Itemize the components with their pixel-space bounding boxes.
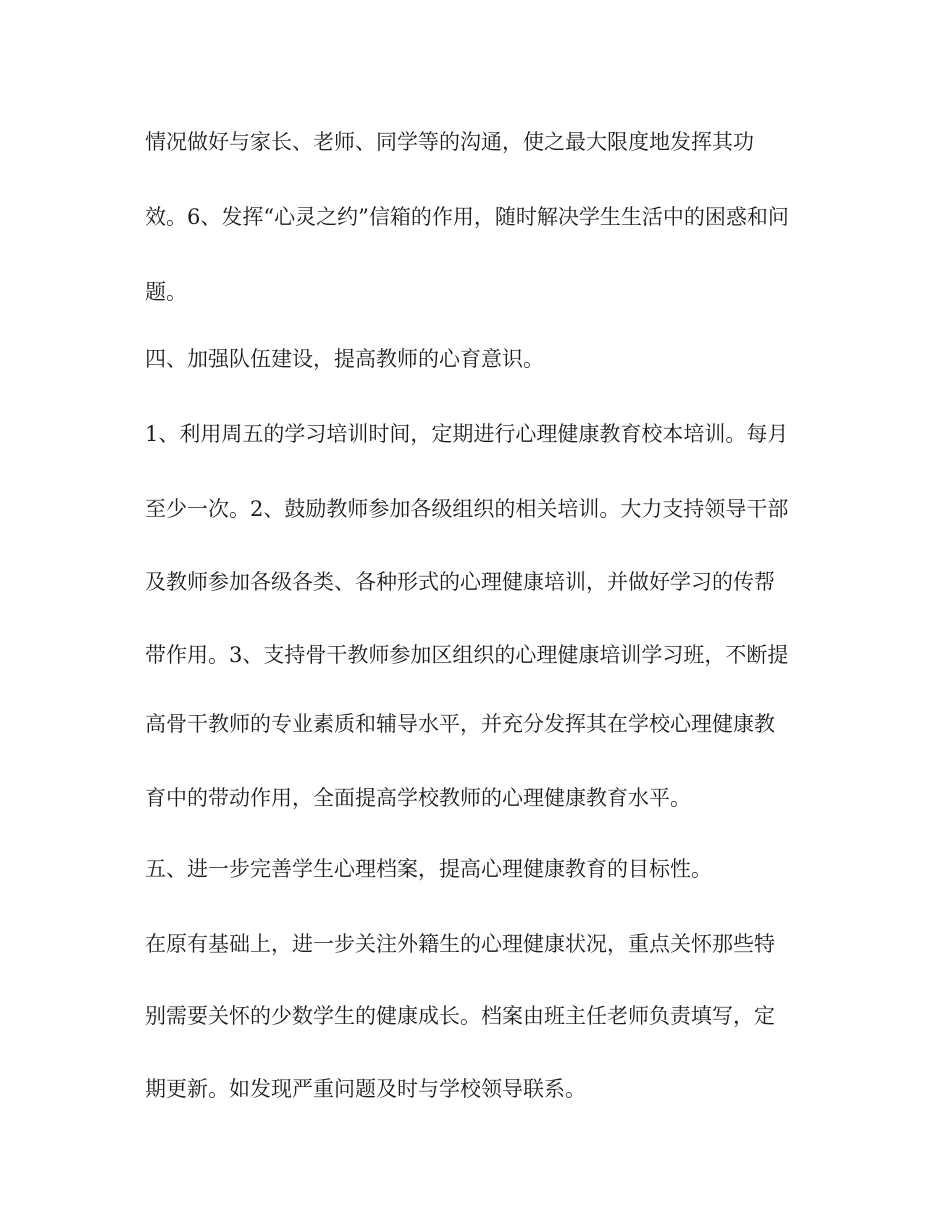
body-text-line: 高骨干教师的专业素质和辅导水平，并充分发挥其在学校心理健康教 bbox=[145, 712, 775, 736]
body-text-line: 题。 bbox=[145, 280, 187, 304]
body-text-line: 育中的带动作用，全面提高学校教师的心理健康教育水平。 bbox=[145, 786, 691, 810]
section-heading-4: 四、加强队伍建设，提高教师的心育意识。 bbox=[145, 347, 544, 371]
body-text-line: 在原有基础上，进一步关注外籍生的心理健康状况，重点关怀那些特 bbox=[145, 932, 775, 956]
body-text-line: 及教师参加各级各类、各种形式的心理健康培训，并做好学习的传帮 bbox=[145, 570, 775, 594]
section-heading-5: 五、进一步完善学生心理档案，提高心理健康教育的目标性。 bbox=[145, 857, 712, 881]
body-text-line: 带作用。3、支持骨干教师参加区组织的心理健康培训学习班，不断提 bbox=[145, 643, 789, 667]
body-text-line: 至少一次。2、鼓励教师参加各级组织的相关培训。大力支持领导干部 bbox=[145, 497, 789, 521]
body-text-line: 效。6、发挥“心灵之约”信箱的作用，随时解决学生生活中的困惑和问 bbox=[145, 205, 789, 229]
body-text-line: 别需要关怀的少数学生的健康成长。档案由班主任老师负责填写，定 bbox=[145, 1004, 775, 1028]
body-text-line: 情况做好与家长、老师、同学等的沟通，使之最大限度地发挥其功 bbox=[145, 130, 754, 154]
body-text-line: 期更新。如发现严重问题及时与学校领导联系。 bbox=[145, 1077, 586, 1101]
body-text-line: 1、利用周五的学习培训时间，定期进行心理健康教育校本培训。每月 bbox=[145, 422, 789, 446]
